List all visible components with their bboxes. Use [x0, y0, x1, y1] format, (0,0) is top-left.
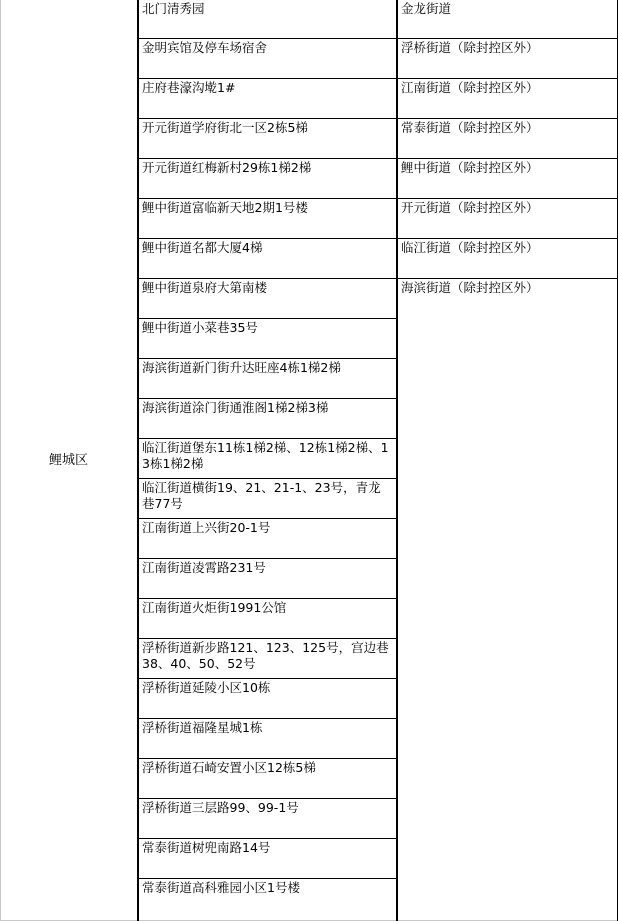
location-cell[interactable]: 常泰街道树兜南路14号: [138, 838, 397, 878]
location-cell[interactable]: 浮桥街道新步路121、123、125号，宫边巷38、40、50、52号: [138, 638, 397, 678]
location-cell[interactable]: 浮桥街道福隆星城1栋: [138, 718, 397, 758]
location-cell[interactable]: 北门清秀园: [138, 0, 397, 38]
street-cell[interactable]: 临江街道（除封控区外）: [397, 238, 617, 278]
location-cell[interactable]: 临江街道横街19、21、21-1、23号，青龙巷77号: [138, 478, 397, 518]
district-cell[interactable]: 鲤城区: [1, 0, 138, 921]
street-cell[interactable]: 海滨街道（除封控区外）: [397, 278, 617, 921]
location-cell[interactable]: 江南街道火炬街1991公馆: [138, 598, 397, 638]
location-cell[interactable]: 鲤中街道泉府大第南楼: [138, 278, 397, 318]
location-cell[interactable]: 江南街道凌霄路231号: [138, 558, 397, 598]
location-cell[interactable]: 庄府巷濠沟墘1#: [138, 78, 397, 118]
location-cell[interactable]: 金明宾馆及停车场宿舍: [138, 38, 397, 78]
location-cell[interactable]: 鲤中街道小菜巷35号: [138, 318, 397, 358]
location-cell[interactable]: 鲤中街道富临新天地2期1号楼: [138, 198, 397, 238]
street-cell[interactable]: 江南街道（除封控区外）: [397, 78, 617, 118]
location-cell[interactable]: 鲤中街道名都大厦4梯: [138, 238, 397, 278]
street-cell[interactable]: 常泰街道（除封控区外）: [397, 118, 617, 158]
location-cell[interactable]: 浮桥街道三层路99、99-1号: [138, 798, 397, 838]
street-cell[interactable]: 开元街道（除封控区外）: [397, 198, 617, 238]
street-cell[interactable]: 浮桥街道（除封控区外）: [397, 38, 617, 78]
location-cell[interactable]: 浮桥街道延陵小区10栋: [138, 678, 397, 718]
table-row: [1, 0, 617, 38]
location-cell[interactable]: 海滨街道涂门街通淮阁1梯2梯3梯: [138, 398, 397, 438]
location-cell[interactable]: 开元街道红梅新村29栋1梯2梯: [138, 158, 397, 198]
location-cell[interactable]: 常泰街道高科雅园小区1号楼: [138, 878, 397, 921]
location-cell[interactable]: 开元街道学府街北一区2栋5梯: [138, 118, 397, 158]
control-area-table: [1, 0, 618, 921]
location-cell[interactable]: 海滨街道新门街升达旺座4栋1梯2梯: [138, 358, 397, 398]
location-cell[interactable]: 临江街道堡东11栋1梯2梯、12栋1梯2梯、13栋1梯2梯: [138, 438, 397, 478]
street-cell[interactable]: 金龙街道: [397, 0, 617, 38]
location-cell[interactable]: 江南街道上兴街20-1号: [138, 518, 397, 558]
street-cell[interactable]: 鲤中街道（除封控区外）: [397, 158, 617, 198]
location-cell[interactable]: 浮桥街道石崎安置小区12栋5梯: [138, 758, 397, 798]
